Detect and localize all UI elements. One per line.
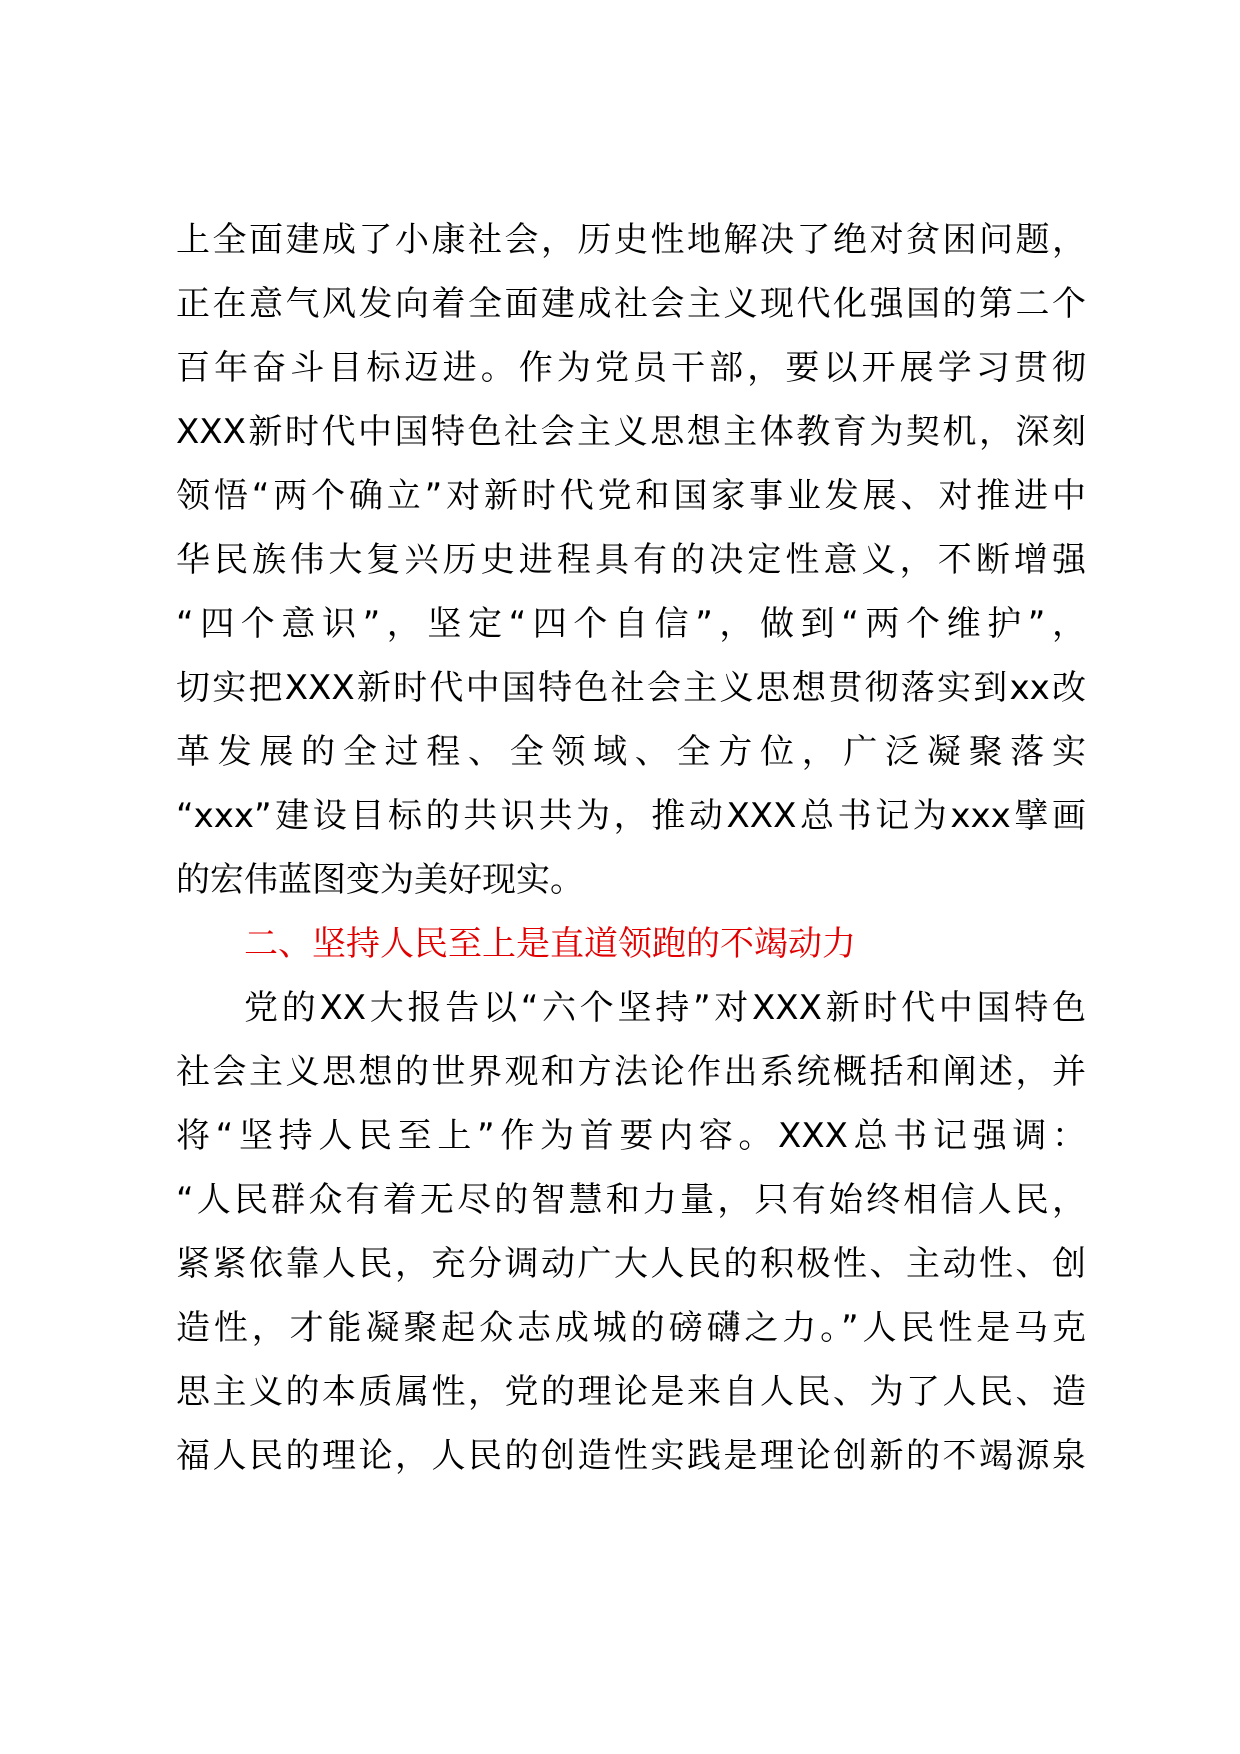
paragraph-line: 福人民的理论，人民的创造性实践是理论创新的不竭源泉	[176, 1436, 1086, 1476]
paragraph-line: 切实把XXX新时代中国特色社会主义思想贯彻落实到xx改	[176, 668, 1086, 708]
paragraph-line: “人民群众有着无尽的智慧和力量，只有始终相信人民，	[176, 1180, 1086, 1220]
paragraph-line-indented: 党的XX大报告以“六个坚持”对XXX新时代中国特色	[244, 988, 1086, 1028]
paragraph-line: 正在意气风发向着全面建成社会主义现代化强国的第二个	[176, 284, 1086, 324]
section-heading: 二、坚持人民至上是直道领跑的不竭动力	[244, 924, 856, 964]
paragraph-line: 将“坚持人民至上”作为首要内容。XXX总书记强调：	[176, 1116, 1086, 1156]
paragraph-line: 紧紧依靠人民，充分调动广大人民的积极性、主动性、创	[176, 1244, 1086, 1284]
paragraph-line: 思主义的本质属性，党的理论是来自人民、为了人民、造	[176, 1372, 1086, 1412]
paragraph-line: 百年奋斗目标迈进。作为党员干部，要以开展学习贯彻	[176, 348, 1086, 388]
paragraph-line: 华民族伟大复兴历史进程具有的决定性意义，不断增强	[176, 540, 1086, 580]
paragraph-line: 社会主义思想的世界观和方法论作出系统概括和阐述，并	[176, 1052, 1086, 1092]
paragraph-line: 上全面建成了小康社会，历史性地解决了绝对贫困问题，	[176, 220, 1086, 260]
paragraph-line: 的宏伟蓝图变为美好现实。	[176, 860, 584, 900]
paragraph-line: “xxx”建设目标的共识共为，推动XXX总书记为xxx擘画	[176, 796, 1086, 836]
paragraph-line: 领悟“两个确立”对新时代党和国家事业发展、对推进中	[176, 476, 1086, 516]
paragraph-line: “四个意识”，坚定“四个自信”，做到“两个维护”，	[176, 604, 1086, 644]
paragraph-line: XXX新时代中国特色社会主义思想主体教育为契机，深刻	[176, 412, 1086, 452]
paragraph-line: 革发展的全过程、全领域、全方位，广泛凝聚落实	[176, 732, 1086, 772]
paragraph-line: 造性，才能凝聚起众志成城的磅礴之力。”人民性是马克	[176, 1308, 1086, 1348]
